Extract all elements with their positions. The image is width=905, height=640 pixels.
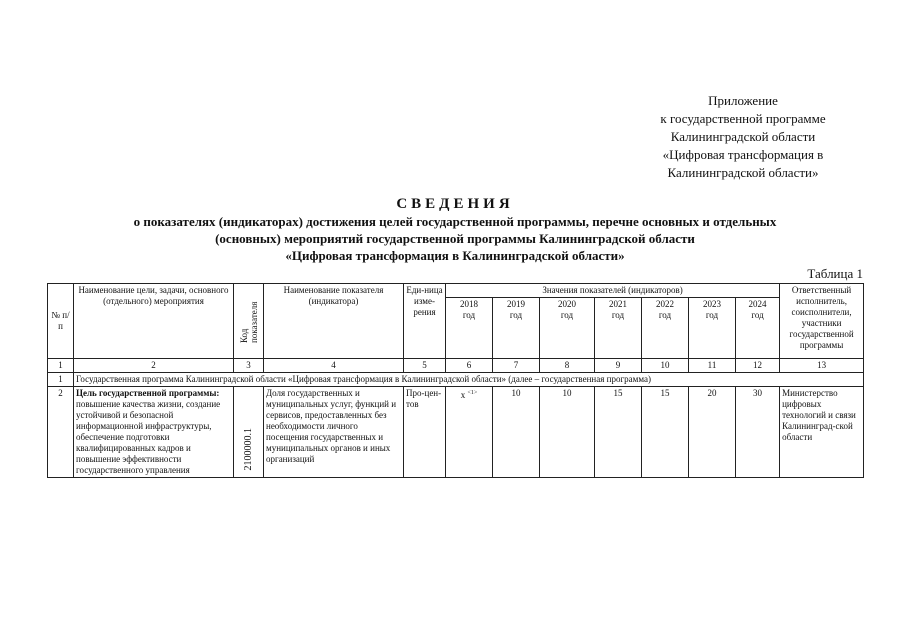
appendix-block [633, 92, 853, 182]
indicators-table [47, 283, 864, 478]
column-number: 9 [595, 359, 642, 373]
header-name: Наименование цели, задачи, основного (отдельного) мероприятия [74, 284, 234, 359]
appendix-line: Приложение [708, 93, 778, 108]
column-number: 8 [540, 359, 595, 373]
goal-unit: Про-цен-тов [404, 387, 446, 478]
column-number: 3 [234, 359, 264, 373]
column-number: 5 [404, 359, 446, 373]
program-row [48, 373, 864, 387]
header-year: 2020 год [540, 298, 595, 359]
document-title [40, 195, 870, 264]
goal-value: 10 [540, 387, 595, 478]
goal-name-title: Цель государственной программы: [76, 388, 220, 398]
goal-name-text: повышение качества жизни, создание устойчивой и безопасной информационной инфраструктуры, обеспечение подготовки квалифицированных кадров и повышение эффективности государственного управления [76, 399, 221, 475]
goal-value: 20 [689, 387, 736, 478]
column-number: 1 [48, 359, 74, 373]
footnote-ref: <1> [467, 390, 478, 396]
column-number: 11 [689, 359, 736, 373]
header-year: 2021 год [595, 298, 642, 359]
header-year: 2022 год [642, 298, 689, 359]
column-number: 13 [780, 359, 864, 373]
goal-code-cell [234, 387, 264, 478]
goal-row-num: 2 [48, 387, 74, 478]
goal-responsible: Министерство цифровых технологий и связи Калининград-ской области [780, 387, 864, 478]
column-number: 2 [74, 359, 234, 373]
goal-value: 10 [493, 387, 540, 478]
appendix-line: к государственной программе [660, 111, 826, 126]
program-row-num: 1 [48, 373, 74, 387]
column-number: 4 [264, 359, 404, 373]
goal-value: 15 [595, 387, 642, 478]
header-year: 2023 год [689, 298, 736, 359]
header-indicator: Наименование показателя (индикатора) [264, 284, 404, 359]
table-label: Таблица 1 [807, 266, 863, 281]
header-num: № п/п [48, 284, 74, 359]
column-number: 6 [446, 359, 493, 373]
column-numbers-row [48, 359, 864, 373]
column-number: 12 [736, 359, 780, 373]
goal-value-2018: х $^{<1>}$ [446, 387, 493, 478]
appendix-line: «Цифровая трансформация в [662, 147, 824, 162]
header-code [234, 284, 264, 359]
header-year: 2018 год [446, 298, 493, 359]
title-main: СВЕДЕНИЯ [396, 196, 514, 212]
goal-indicator: Доля государственных и муниципальных услуг, функций и сервисов, предоставленных без необходимости личного посещения государственных и муниципальных органов и иных организаций [264, 387, 404, 478]
appendix-line: Калининградской области [670, 129, 816, 144]
header-unit: Еди-ница изме-рения [404, 284, 446, 359]
goal-code: 2100000.1 [243, 428, 254, 471]
column-number: 10 [642, 359, 689, 373]
appendix-line: Калининградской области» [667, 165, 819, 180]
program-row-text: Государственная программа Калининградской области «Цифровая трансформация в Калининградской области» (далее – государственная программа) [74, 373, 864, 387]
header-values-group: Значения показателей (индикаторов) [446, 284, 780, 298]
goal-value: 30 [736, 387, 780, 478]
title-line: о показателях (индикаторах) достижения целей государственной программы, перечне основных и отдельных [133, 214, 777, 229]
header-year: 2024 год [736, 298, 780, 359]
column-number: 7 [493, 359, 540, 373]
title-line: (основных) мероприятий государственной программы Калининградской области [215, 231, 695, 246]
header-code-text: Код показателя [238, 301, 259, 343]
header-responsible: Ответственный исполнитель, соисполнители, участники государственной программы [780, 284, 864, 359]
goal-name-cell [74, 387, 234, 478]
header-year: 2019 год [493, 298, 540, 359]
title-line: «Цифровая трансформация в Калининградской области» [285, 248, 625, 263]
goal-value: 15 [642, 387, 689, 478]
header-row [48, 284, 864, 298]
goal-row [48, 387, 864, 478]
